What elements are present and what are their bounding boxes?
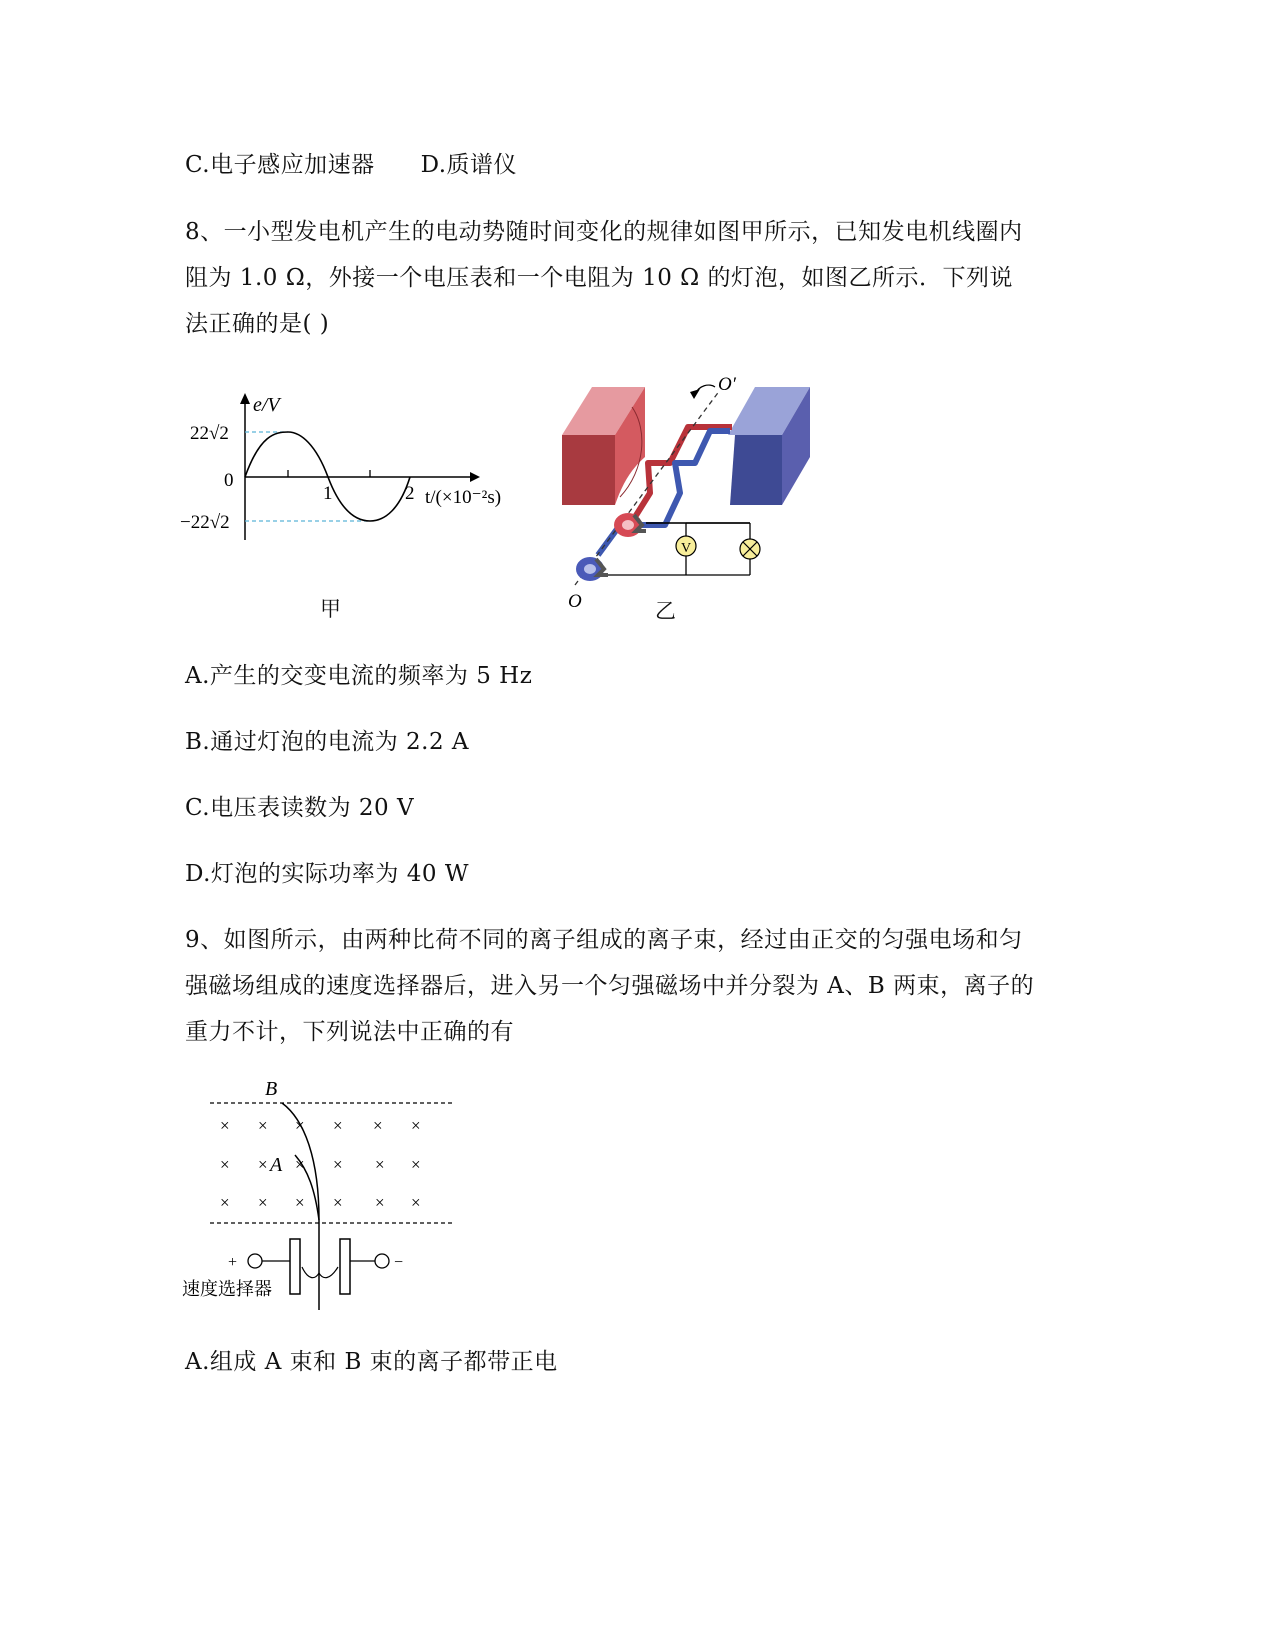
tick2-label: 2	[405, 483, 415, 504]
figure-jia-graph	[180, 390, 530, 560]
figure-yi-generator	[560, 375, 830, 615]
svg-text:×: ×	[220, 1116, 230, 1135]
svg-text:×: ×	[333, 1155, 343, 1174]
label-plus: +	[228, 1254, 238, 1271]
svg-text:×: ×	[258, 1155, 268, 1174]
y-min-label: −22√2	[180, 512, 230, 533]
svg-text:×: ×	[373, 1116, 383, 1135]
svg-text:×: ×	[333, 1116, 343, 1135]
q7-options	[185, 146, 517, 179]
y-axis-arrow	[240, 393, 250, 404]
x-axis-label: t/(×10⁻²s)	[425, 487, 502, 508]
blue-magnet-front	[730, 435, 782, 505]
x-axis-arrow	[470, 472, 480, 482]
svg-text:×: ×	[411, 1155, 421, 1174]
selector-field-curl	[302, 1267, 338, 1278]
q8-option-d: D.灯泡的实际功率为 40 W	[185, 861, 469, 887]
svg-text:×: ×	[258, 1193, 268, 1212]
terminal-minus	[375, 1254, 389, 1268]
q9-stem-line1: 9、如图所示，由两种比荷不同的离子组成的离子束，经过由正交的匀强电场和匀	[185, 927, 1023, 953]
label-minus: −	[394, 1254, 404, 1271]
q8-option-c: C.电压表读数为 20 V	[185, 795, 415, 821]
svg-text:×: ×	[220, 1155, 230, 1174]
red-magnet-front	[562, 435, 615, 505]
q7-option-d: D.质谱仪	[420, 152, 518, 178]
q9-stem-line2: 强磁场组成的速度选择器后，进入另一个匀强磁场中并分裂为 A、B 两束，离子的	[185, 973, 1035, 999]
terminal-plus	[248, 1254, 262, 1268]
svg-text:×: ×	[258, 1116, 268, 1135]
axis-top-label: O′	[718, 375, 736, 395]
label-selector: 速度选择器	[182, 1279, 272, 1300]
figure-yi-label: 乙	[655, 599, 676, 623]
origin-label: 0	[224, 470, 234, 491]
svg-text:×: ×	[375, 1193, 385, 1212]
svg-text:×: ×	[375, 1155, 385, 1174]
rotation-arrow-head	[690, 389, 700, 399]
label-b: B	[265, 1078, 278, 1100]
voltmeter-label: V	[681, 541, 692, 556]
coil-red-wire	[630, 427, 732, 525]
plate-left	[290, 1239, 300, 1294]
label-a: A	[270, 1154, 283, 1176]
figure-jia-label: 甲	[320, 597, 341, 621]
svg-text:×: ×	[295, 1155, 305, 1174]
q8-option-b: B.通过灯泡的电流为 2.2 A	[185, 729, 470, 755]
slip-ring-red-inner	[622, 520, 634, 530]
q9-stem-line3: 重力不计，下列说法中正确的有	[185, 1019, 514, 1045]
y-max-label: 22√2	[190, 423, 229, 444]
tick1-label: 1	[323, 483, 333, 504]
axis-bottom-label: O	[568, 591, 582, 612]
svg-text:×: ×	[220, 1193, 230, 1212]
slip-ring-blue-inner	[584, 564, 596, 574]
svg-text:×: ×	[411, 1193, 421, 1212]
q9-option-a: A.组成 A 束和 B 束的离子都带正电	[185, 1349, 558, 1375]
y-axis-label: e/V	[253, 394, 280, 416]
q8-stem-line3: 法正确的是( )	[185, 311, 330, 337]
q8-stem-line2: 阻为 1.0 Ω，外接一个电压表和一个电阻为 10 Ω 的灯泡，如图乙所示．下列说	[185, 265, 1014, 291]
q8-option-a: A.产生的交变电流的频率为 5 Hz	[185, 663, 533, 689]
magnetic-field-crosses	[220, 1116, 421, 1212]
plate-right	[340, 1239, 350, 1294]
q7-option-c: C.电子感应加速器	[185, 152, 375, 178]
svg-text:×: ×	[411, 1116, 421, 1135]
figure-velocity-selector	[180, 1075, 480, 1315]
svg-text:×: ×	[295, 1193, 305, 1212]
svg-text:×: ×	[295, 1116, 305, 1135]
svg-text:×: ×	[333, 1193, 343, 1212]
q8-stem-line1: 8、一小型发电机产生的电动势随时间变化的规律如图甲所示，已知发电机线圈内	[185, 219, 1023, 245]
